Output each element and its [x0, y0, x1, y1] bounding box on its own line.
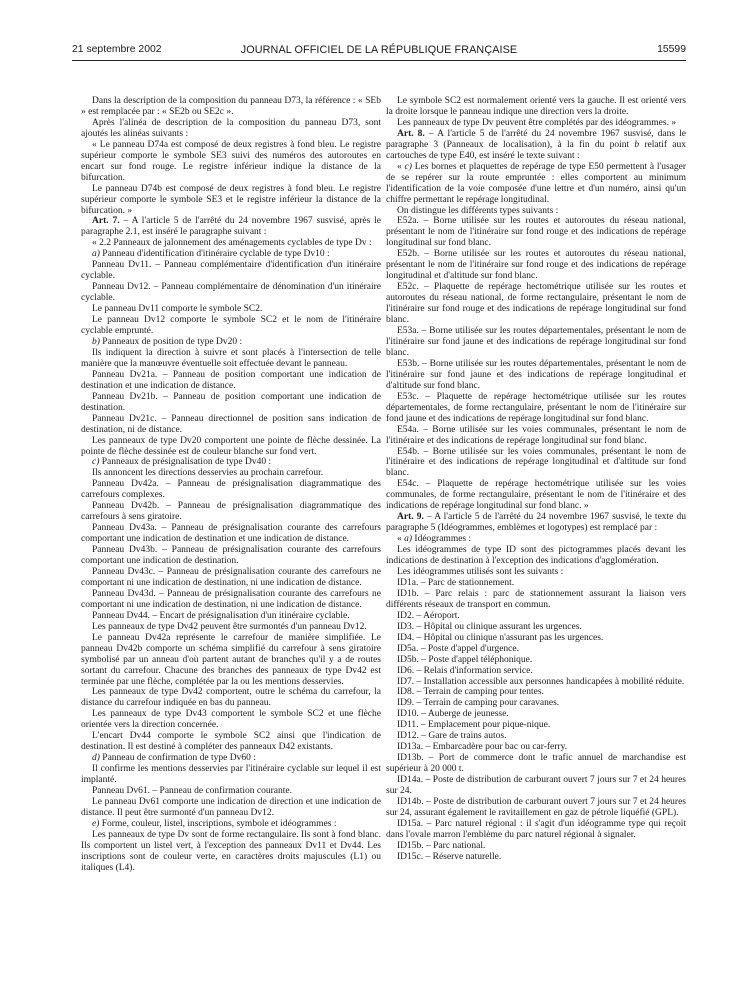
- issue-date: 21 septembre 2002: [72, 44, 162, 55]
- paragraph-text: E52c. – Plaquette de repérage hectométrique utilisée sur les routes et autoroutes du réseau national, de forme rectangulaire, présentant le nom de l'itinéraire sur fond rouge et des indications de repérage longitudinal sur fond blanc.: [386, 282, 686, 326]
- right-text-column: [386, 96, 686, 863]
- paragraph: [81, 545, 381, 567]
- paragraph: [386, 611, 686, 622]
- paragraph: [81, 140, 381, 184]
- paragraph: [81, 731, 381, 753]
- paragraph: [386, 698, 686, 709]
- paragraph: [386, 162, 686, 206]
- paragraph-text: Les idéogrammes de type ID sont des pictogrammes placés devant les indications de destination à l'exception des indications d'agglomération.: [386, 545, 686, 567]
- paragraph: [386, 447, 686, 480]
- paragraph-text: Panneaux de position de type Dv20 :: [99, 336, 243, 347]
- paragraph-text: ID12. – Gare de trains autos.: [397, 731, 507, 742]
- paragraph-text: Les panneaux de type Dv20 comportent une pointe de flèche dessinée. La pointe de flèche dessinée est de couleur blanche sur fond vert.: [81, 435, 381, 457]
- paragraph: [386, 359, 686, 392]
- paragraph-text: Les panneaux de type Dv42 peuvent être surmontés d'un panneau Dv12.: [92, 621, 367, 632]
- paragraph: [81, 468, 381, 479]
- paragraph: [386, 687, 686, 698]
- paragraph-text: b): [92, 336, 100, 347]
- paragraph-text: ID4. – Hôpital ou clinique n'assurant pas les urgences.: [397, 632, 604, 643]
- paragraph-text: ID15a. – Parc naturel régional : il s'agit d'un idéogramme type qui reçoit dans l'ovale marron l'emblème du parc naturel régional à signaler.: [386, 818, 686, 840]
- paragraph: [386, 545, 686, 567]
- paragraph-text: Après l'alinéa de description de la composition du panneau D73, sont ajoutés les alinéas suivants :: [81, 117, 381, 139]
- paragraph: [81, 457, 381, 468]
- paragraph-text: E52a. – Borne utilisée sur les routes et autoroutes du réseau national, présentant le nom de l'itinéraire sur fond rouge et des indications de repérage longitudinal sur fond blanc.: [386, 216, 686, 249]
- paragraph-text: «: [397, 534, 405, 545]
- paragraph: [81, 337, 381, 348]
- paragraph: [81, 249, 381, 260]
- paragraph-text: Le panneau D74b est composé de deux registres à fond bleu. Le registre supérieur comporte le symbole SE3 et le registre inférieur la distance de la bifurcation. »: [81, 183, 381, 216]
- paragraph: [81, 786, 381, 797]
- paragraph-text: ID10. – Auberge de jeunesse.: [397, 709, 509, 720]
- paragraph-text: E53b. – Borne utilisée sur les routes départementales, présentant le nom de l'itinéraire sur fond jaune et des indications de repérage longitudinal et d'altitude sur fond blanc.: [386, 358, 686, 391]
- paragraph-text: Forme, couleur, listel, inscriptions, symbole et idéogrammes :: [99, 818, 337, 829]
- left-text-column: [81, 96, 381, 874]
- paragraph-text: Panneau Dv43c. – Panneau de présignalisation courante des carrefours ne comportant ni une indication de destination, ni une indication de distance.: [81, 566, 381, 588]
- paragraph: [81, 96, 381, 118]
- paragraph: [386, 392, 686, 425]
- paragraph: [386, 644, 686, 655]
- paragraph-text: Les bornes et plaquettes de repérage de type E50 permettent à l'usager de se repérer sur la route empruntée : elles comportent au minimum l'identification de la voie composée d'une lettre et d'un numéro, ainsi qu'un chiffre permettant le repérage longitudinal.: [386, 161, 687, 205]
- paragraph: [81, 184, 381, 217]
- paragraph-text: c): [404, 161, 412, 172]
- paragraph-text: Les panneaux de type Dv sont de forme rectangulaire. Ils sont à fond blanc. Ils comportent un listel vert, à l'exception des panneaux Dv11 et Dv44. Les inscriptions sont de couleur verte, en caractères droits majuscules (L1) ou italiques (L4).: [81, 829, 381, 873]
- paragraph-text: Panneau d'identification d'itinéraire cyclable de type Dv10 :: [99, 249, 330, 260]
- paragraph-text: Panneau Dv43a. – Panneau de présignalisation courante des carrefours comportant une indication de destination et une indication de distance.: [81, 523, 381, 545]
- paragraph-text: Ils indiquent la direction à suivre et sont placés à l'intersection de telle manière que la manœuvre éventuelle soit effectuée devant le panneau.: [81, 347, 381, 369]
- paragraph-text: Ils annoncent les directions desservies au prochain carrefour.: [92, 468, 324, 479]
- paragraph-text: ID8. – Terrain de camping pour tentes.: [397, 687, 544, 698]
- paragraph-text: ID15c. – Réserve naturelle.: [397, 851, 502, 862]
- paragraph-text: Panneau Dv42a. – Panneau de présignalisation diagrammatique des carrefours complexes.: [81, 479, 381, 501]
- paragraph: [386, 206, 686, 217]
- paragraph-text: ID14a. – Poste de distribution de carburant ouvert 7 jours sur 7 et 24 heures sur 24.: [386, 775, 686, 797]
- paragraph-text: b: [634, 139, 640, 150]
- paragraph: [81, 392, 381, 414]
- paragraph: [386, 118, 686, 129]
- paragraph: [81, 589, 381, 611]
- paragraph-text: Idéogrammes :: [412, 534, 472, 545]
- paragraph-text: Panneau Dv61. – Panneau de confirmation courante.: [92, 786, 292, 797]
- paragraph: [81, 687, 381, 709]
- paragraph: [81, 611, 381, 622]
- paragraph: [386, 96, 686, 118]
- paragraph-text: Panneau Dv21b. – Panneau de position comportant une indication de destination.: [81, 391, 381, 413]
- paragraph: [81, 479, 381, 501]
- paragraph-text: relatif aux cartouches de type E40, est inséré le texte suivant :: [386, 139, 686, 161]
- paragraph: [386, 282, 686, 326]
- paragraph-text: Le panneau Dv42a représente le carrefour de manière simplifiée. Le panneau Dv42b comporte un schéma simplifié du carrefour à sens giratoire symbolisé par un anneau d'où partent autant de branches qu'il y a de routes sortant du carrefour. Chacune des branches des panneaux de type Dv42 est terminée par une flèche, complétée par la ou les mentions desservies.: [81, 632, 381, 687]
- paragraph-text: « Le panneau D74a est composé de deux registres à fond bleu. Le registre supérieur comporte le symbole SE3 suivi des numéros des autoroutes en encart sur fond rouge. Le registre inférieur indique la distance de la bifurcation.: [81, 139, 381, 183]
- paragraph-text: Art. 7.: [92, 216, 120, 227]
- paragraph-text: ID5a. – Poste d'appel d'urgence.: [397, 643, 519, 654]
- paragraph-text: Panneau Dv11. – Panneau complémentaire d'identification d'un itinéraire cyclable.: [81, 260, 381, 282]
- paragraph-text: E54a. – Borne utilisée sur les voies communales, présentant le nom de l'itinéraire et des indications de repérage longitudinal sur fond blanc.: [386, 424, 686, 446]
- paragraph-text: E52b. – Borne utilisée sur les routes et autoroutes du réseau national, présentant le nom de l'itinéraire sur fond rouge et des indications de repérage longitudinal et d'altitude sur fond blanc.: [386, 249, 686, 282]
- paragraph-text: Le panneau Dv61 comporte une indication de direction et une indication de distance. Il peut être surmonté d'un panneau Dv12.: [81, 797, 381, 818]
- paragraph-text: On distingue les différents types suivants :: [397, 205, 559, 216]
- paragraph-text: Panneaux de présignalisation de type Dv40 :: [99, 457, 272, 468]
- paragraph-text: a): [92, 249, 100, 260]
- paragraph: [386, 666, 686, 677]
- paragraph-text: ID13a. – Embarcadère pour bac ou car-ferry.: [397, 742, 568, 753]
- paragraph: [81, 118, 381, 140]
- page-number: 15599: [657, 44, 686, 55]
- paragraph-text: ID2. – Aéroport.: [397, 610, 460, 621]
- paragraph: [81, 348, 381, 370]
- paragraph: [386, 841, 686, 852]
- paragraph-text: ID3. – Hôpital ou clinique assurant les urgences.: [397, 621, 582, 632]
- paragraph-text: Les panneaux de type Dv42 comportent, outre le schéma du carrefour, la distance du carrefour indiquée en bas du panneau.: [81, 687, 381, 709]
- paragraph: [81, 753, 381, 764]
- paragraph: [81, 819, 381, 830]
- paragraph: [386, 797, 686, 819]
- paragraph: [386, 129, 686, 162]
- paragraph: [81, 304, 381, 315]
- paragraph: [81, 260, 381, 282]
- paragraph-text: Le symbole SC2 est normalement orienté vers la gauche. Il est orienté vers la droite lorsque le panneau indique une direction vers la droite.: [386, 96, 686, 117]
- paragraph-text: Le panneau Dv11 comporte le symbole SC2.: [92, 304, 263, 315]
- paragraph: [81, 315, 381, 337]
- paragraph-text: Le panneau Dv12 comporte le symbole SC2 et le nom de l'itinéraire cyclable emprunté.: [81, 315, 381, 337]
- paragraph: [386, 753, 686, 775]
- paragraph: [386, 589, 686, 611]
- paragraph-text: Panneau Dv42b. – Panneau de présignalisation diagrammatique des carrefours à sens giratoire.: [81, 501, 381, 523]
- paragraph-text: ID1b. – Parc relais : parc de stationnement assurant la liaison vers différents réseaux de transport en commun.: [386, 588, 686, 610]
- journal-title: JOURNAL OFFICIEL DE LA RÉPUBLIQUE FRANÇAISE: [240, 44, 518, 56]
- paragraph-text: E54b. – Borne utilisée sur les voies communales, présentant le nom de l'itinéraire et des indications de repérage longitudinal et d'altitude sur fond blanc.: [386, 446, 686, 479]
- paragraph-text: Panneau Dv43d. – Panneau de présignalisation courante des carrefours ne comportant ni une indication de destination, ni une indication de distance.: [81, 588, 381, 610]
- paragraph-text: a): [404, 534, 413, 545]
- paragraph: [386, 249, 686, 282]
- paragraph: [386, 819, 686, 841]
- page-header: [72, 44, 686, 60]
- paragraph-text: E53a. – Borne utilisée sur les routes départementales, présentant le nom de l'itinéraire sur fond jaune et des indications de repérage longitudinal sur fond blanc.: [386, 326, 686, 358]
- paragraph-text: ID15b. – Parc national.: [397, 840, 486, 851]
- paragraph-text: Il confirme les mentions desservies par l'itinéraire cyclable sur lequel il est implanté.: [81, 764, 381, 786]
- paragraph: [386, 534, 686, 545]
- paragraph: [386, 775, 686, 797]
- paragraph: [386, 742, 686, 753]
- paragraph-text: – A l'article 5 de l'arrêté du 24 novembre 1967 susvisé, après le paragraphe 2.1, est inséré le paragraphe suivant :: [81, 216, 381, 238]
- paragraph-text: ID1a. – Parc de stationnement.: [397, 577, 515, 588]
- paragraph: [81, 436, 381, 458]
- paragraph: [81, 797, 381, 819]
- paragraph-text: Les idéogrammes utilisés sont les suivants :: [397, 566, 564, 577]
- paragraph: [81, 282, 381, 304]
- paragraph: [81, 523, 381, 545]
- paragraph-text: Art. 9.: [397, 512, 424, 523]
- paragraph-text: ID13b. – Port de commerce dont le trafic annuel de marchandise est supérieur à 20 000 t.: [386, 753, 686, 775]
- paragraph-text: «: [397, 161, 405, 172]
- paragraph-text: L'encart Dv44 comporte le symbole SC2 ainsi que l'indication de destination. Il est destiné à compléter des panneaux D42 existants.: [81, 731, 381, 753]
- paragraph: [81, 709, 381, 731]
- paragraph-text: Panneau de confirmation de type Dv60 :: [99, 753, 256, 764]
- paragraph-text: Art. 8.: [397, 128, 425, 139]
- paragraph: [386, 479, 686, 512]
- paragraph: [386, 216, 686, 249]
- paragraph-text: Les panneaux de type Dv peuvent être complétés par des idéogrammes. »: [397, 117, 677, 128]
- paragraph-text: ID14b. – Poste de distribution de carburant ouvert 7 jours sur 7 et 24 heures sur 24, assurant également le ravitaillement en gaz de pétrole liquéfié (GPL).: [386, 797, 686, 818]
- paragraph-text: – A l'article 5 de l'arrêté du 24 novembre 1967 susvisé, dans le paragraphe 3 (Panneaux de localisation), à la fin du point: [386, 128, 687, 150]
- paragraph-text: c): [92, 457, 100, 468]
- paragraph: [81, 238, 381, 249]
- paragraph-text: Les panneaux de type Dv43 comportent le symbole SC2 et une flèche orientée vers la direction concernée.: [81, 709, 381, 731]
- paragraph: [386, 720, 686, 731]
- paragraph-text: e): [92, 818, 100, 829]
- paragraph-text: E53c. – Plaquette de repérage hectométrique utilisée sur les routes départementales, de forme rectangulaire, présentant le nom de l'itinéraire sur fond jaune et des indications de repérage longitudinal sur fond blanc.: [386, 391, 686, 424]
- paragraph-text: ID11. – Emplacement pour pique-nique.: [397, 720, 551, 731]
- paragraph: [81, 370, 381, 392]
- paragraph: [81, 830, 381, 874]
- paragraph: [386, 578, 686, 589]
- paragraph: [81, 216, 381, 238]
- paragraph-text: ID7. – Installation accessible aux personnes handicapées à mobilité réduite.: [397, 676, 685, 687]
- paragraph: [81, 501, 381, 523]
- paragraph-text: d): [92, 753, 100, 764]
- paragraph: [386, 622, 686, 633]
- paragraph-text: ID5b. – Poste d'appel téléphonique.: [397, 654, 533, 665]
- paragraph: [386, 731, 686, 742]
- paragraph: [386, 512, 686, 534]
- paragraph: [81, 633, 381, 688]
- paragraph-text: Panneau Dv21c. – Panneau directionnel de position sans indication de destination, ni de distance.: [81, 413, 381, 435]
- paragraph: [386, 709, 686, 720]
- paragraph: [386, 633, 686, 644]
- paragraph-text: – A l'article 5 de l'arrêté du 24 novembre 1967 susvisé, le texte du paragraphe 5 (Idéogrammes, emblèmes et logotypes) est remplacé par :: [386, 512, 686, 534]
- paragraph: [386, 677, 686, 688]
- paragraph: [81, 567, 381, 589]
- paragraph: [386, 852, 686, 863]
- paragraph: [81, 764, 381, 786]
- paragraph-text: ID9. – Terrain de camping pour caravanes.: [397, 698, 560, 709]
- paragraph-text: Panneau Dv12. – Panneau complémentaire de dénomination d'un itinéraire cyclable.: [81, 282, 381, 304]
- paragraph-text: Panneau Dv43b. – Panneau de présignalisation courante des carrefours comportant une indication de destination.: [81, 545, 381, 567]
- paragraph-text: E54c. – Plaquette de repérage hectométrique utilisée sur les voies communales, de forme rectangulaire, présentant le nom de l'itinéraire et des indications de repérage longitudinal sur fond blanc. »: [386, 479, 686, 512]
- paragraph: [386, 425, 686, 447]
- paragraph-text: ID6. – Relais d'information service.: [397, 665, 533, 676]
- paragraph: [81, 622, 381, 633]
- paragraph-text: Dans la description de la composition du panneau D73, la référence : « SEb » est remplacée par : « SE2b ou SE2c ».: [81, 96, 381, 117]
- paragraph: [81, 414, 381, 436]
- header-rule: [72, 60, 686, 61]
- paragraph-text: « 2.2 Panneaux de jalonnement des aménagements cyclables de type Dv :: [92, 238, 372, 249]
- paragraph: [386, 655, 686, 666]
- paragraph: [386, 567, 686, 578]
- paragraph-text: Panneau Dv21a. – Panneau de position comportant une indication de destination et une indication de distance.: [81, 369, 381, 391]
- paragraph: [386, 326, 686, 359]
- paragraph-text: Panneau Dv44. – Encart de présignalisation d'un itinéraire cyclable.: [92, 610, 350, 621]
